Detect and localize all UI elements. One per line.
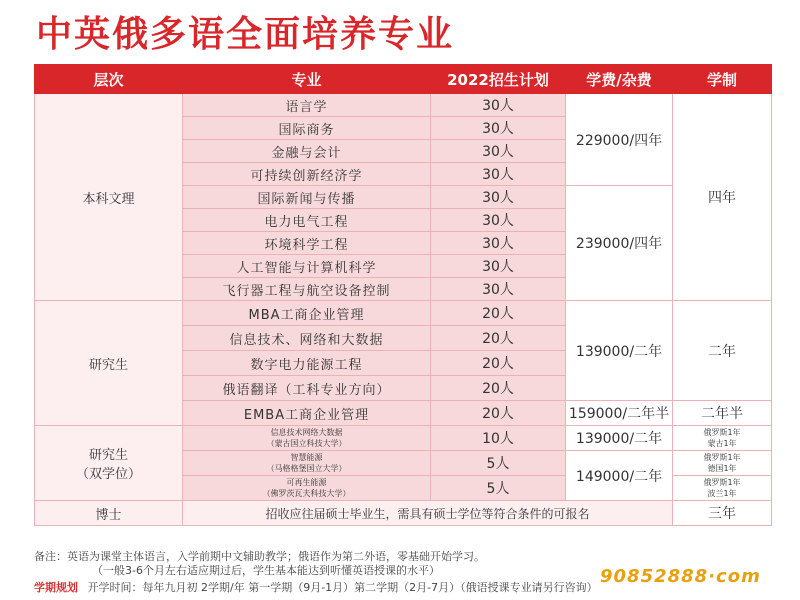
header-plan: 2022招生计划 [431, 65, 566, 94]
header-major: 专业 [183, 65, 431, 94]
major-line1: 智慧能源 [290, 453, 323, 462]
header-duration: 学制 [673, 65, 772, 94]
major-cell: 国际商务 [183, 117, 431, 140]
table-row [35, 94, 772, 117]
major-line1: 可再生能源 [286, 478, 327, 487]
fee-cell: 139000/二年 [566, 426, 673, 451]
plan-cell: 10人 [431, 426, 566, 451]
plan-cell: 30人 [431, 140, 566, 163]
major-cell [183, 476, 431, 501]
major-cell: 可持续创新经济学 [183, 163, 431, 186]
phd-requirement: 招收应往届硕士毕业生，需具有硕士学位等符合条件的可报名 [183, 501, 673, 526]
table-row [35, 301, 772, 326]
duration-line1: 俄罗斯1年 [703, 428, 741, 437]
major-line2: （佛罗茨瓦夫科技大学） [262, 489, 351, 498]
notes-line1: 备注：英语为课堂主体语言，入学前期中文辅助教学；俄语作为第二外语，零基础开始学习。 [34, 550, 485, 563]
plan-cell: 30人 [431, 255, 566, 278]
major-cell: 俄语翻译（工科专业方向） [183, 376, 431, 401]
watermark: 90852888·com [600, 566, 761, 587]
table-row [35, 426, 772, 451]
major-cell: 国际新闻与传播 [183, 186, 431, 209]
duration-cell: 三年 [673, 501, 772, 526]
fee-cell: 149000/二年 [566, 451, 673, 501]
level-phd: 博士 [35, 501, 183, 526]
major-line2: （马格格堡国立大学） [266, 464, 347, 473]
page-title: 中英俄多语全面培养专业 [36, 14, 455, 55]
major-cell: 环境科学工程 [183, 232, 431, 255]
major-cell: 语言学 [183, 94, 431, 117]
duration-cell [673, 426, 772, 451]
duration-cell: 四年 [673, 94, 772, 301]
duration-cell [673, 476, 772, 501]
plan-cell: 20人 [431, 326, 566, 351]
duration-line2: 德国1年 [707, 464, 737, 473]
duration-line1: 俄罗斯1年 [703, 453, 741, 462]
level-grad: 研究生 [35, 301, 183, 426]
duration-cell: 二年 [673, 301, 772, 401]
plan-cell: 30人 [431, 209, 566, 232]
duration-cell [673, 451, 772, 476]
major-cell: EMBA工商企业管理 [183, 401, 431, 426]
plan-cell: 5人 [431, 451, 566, 476]
duration-cell: 二年半 [673, 401, 772, 426]
plan-cell: 30人 [431, 278, 566, 301]
major-cell: MBA工商企业管理 [183, 301, 431, 326]
semester-schedule [34, 579, 598, 595]
schedule-text: 开学时间：每年九月初 2学期/年 第一学期（9月-1月）第二学期（2月-7月）（俄语授课专业请另行咨询） [87, 581, 598, 594]
major-cell: 数字电力能源工程 [183, 351, 431, 376]
duration-line2: 波兰1年 [707, 489, 737, 498]
notes-line2: （一般3-6个月左右适应期过后，学生基本能达到听懂英语授课的水平） [92, 564, 440, 577]
table-row [35, 501, 772, 526]
schedule-label: 学期规划 [34, 581, 78, 594]
level-undergrad: 本科文理 [35, 94, 183, 301]
plan-cell: 30人 [431, 94, 566, 117]
fee-cell: 229000/四年 [566, 94, 673, 186]
plan-cell: 20人 [431, 401, 566, 426]
major-cell: 电力电气工程 [183, 209, 431, 232]
plan-cell: 20人 [431, 351, 566, 376]
duration-line2: 蒙古1年 [707, 439, 737, 448]
major-cell [183, 426, 431, 451]
plan-cell: 20人 [431, 301, 566, 326]
major-line1: 信息技术网络大数据 [270, 428, 343, 437]
plan-cell: 30人 [431, 117, 566, 140]
header-level: 层次 [35, 65, 183, 94]
level-dual-line1: 研究生 [88, 448, 128, 463]
header-fee: 学费/杂费 [566, 65, 673, 94]
fee-cell: 239000/四年 [566, 186, 673, 301]
duration-line1: 俄罗斯1年 [703, 478, 741, 487]
plan-cell: 30人 [431, 232, 566, 255]
major-cell [183, 451, 431, 476]
major-cell: 金融与会计 [183, 140, 431, 163]
table-header-row [35, 65, 772, 94]
plan-cell: 30人 [431, 186, 566, 209]
fee-cell: 159000/二年半 [566, 401, 673, 426]
fee-cell: 139000/二年 [566, 301, 673, 401]
plan-cell: 20人 [431, 376, 566, 401]
plan-cell: 5人 [431, 476, 566, 501]
program-table [34, 64, 772, 526]
level-dual [35, 426, 183, 501]
plan-cell: 30人 [431, 163, 566, 186]
major-cell: 信息技术、网络和大数据 [183, 326, 431, 351]
major-cell: 飞行器工程与航空设备控制 [183, 278, 431, 301]
major-cell: 人工智能与计算机科学 [183, 255, 431, 278]
major-line2: （蒙古国立科技大学） [266, 439, 347, 448]
level-dual-line2: （双学位） [75, 467, 141, 482]
